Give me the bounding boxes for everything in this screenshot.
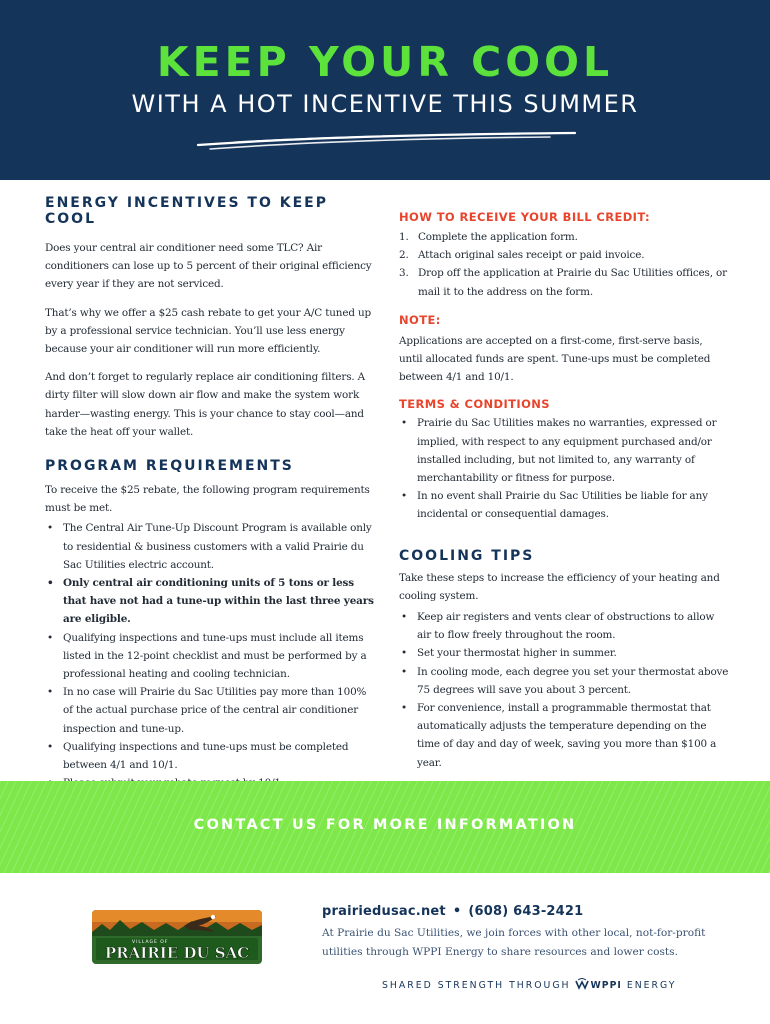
tagline-lead: SHARED STRENGTH THROUGH — [382, 980, 571, 991]
terms-item: • Prairie du Sac Utilities makes no warranties, expressed or implied, with respect to any equipment purchased and/or installed including, but not limited to, any warranty of merchantability or fitness for purpose. — [399, 414, 729, 487]
step-item: 1. Complete the application form. — [399, 231, 578, 243]
requirement-item: • Qualifying inspections and tune-ups must be completed between 4/1 and 10/1. — [45, 738, 375, 774]
headline: KEEP YOUR COOL — [156, 38, 614, 86]
step-item: 3. Drop off the application at Prairie du Sac Utilities offices, or mail it to the address on the form. — [399, 267, 727, 298]
program-intro: To receive the $25 rebate, the following program requirements must be met. — [45, 484, 370, 515]
cooling-tips-list — [399, 608, 729, 772]
tip-item: • In cooling mode, each degree you set your thermostat above 75 degrees will save you about 3 percent. — [399, 663, 729, 699]
separator: • — [452, 904, 462, 919]
program-requirements-title: PROGRAM REQUIREMENTS — [45, 458, 294, 475]
website-link[interactable]: prairiedusac.net — [322, 904, 446, 919]
terms-list — [399, 414, 729, 523]
wppi-logo-icon — [575, 978, 589, 990]
left-column — [45, 195, 375, 792]
terms-title: TERMS & CONDITIONS — [399, 397, 550, 412]
swoosh-line-icon — [190, 130, 580, 152]
right-column — [399, 210, 729, 772]
cooling-intro: Take these steps to increase the efficiency of your heating and cooling system. — [399, 571, 720, 602]
energy-paragraph: Does your central air conditioner need some TLC? Air conditioners can lose up to 5 percent of their original efficiency every year if they are not serviced. — [45, 242, 372, 291]
step-item: 2. Attach original sales receipt or paid invoice. — [399, 249, 645, 262]
logo-small-text: VILLAGE OF — [132, 940, 169, 945]
requirements-list — [45, 519, 375, 792]
energy-incentives-title: ENERGY INCENTIVES TO KEEP COOL — [45, 195, 328, 227]
subheadline: WITH A HOT INCENTIVE THIS SUMMER — [131, 90, 639, 118]
tagline-tail: ENERGY — [626, 980, 677, 991]
terms-item: • In no event shall Prairie du Sac Utilities be liable for any incidental or consequential damages. — [399, 487, 729, 523]
requirement-item: • The Central Air Tune-Up Discount Program is available only to residential & business customers with a valid Prairie du Sac Utilities electric account. — [45, 519, 375, 574]
contact-line — [322, 904, 583, 919]
note-text: Applications are accepted on a first-come, first-serve basis, until allocated funds are spent. Tune-ups must be completed between 4/1 and 10/1. — [399, 334, 711, 384]
tip-item: • Keep air registers and vents clear of obstructions to allow air to flow freely throughout the room. — [399, 608, 729, 644]
logo-name: PRAIRIE DU SAC — [104, 944, 250, 962]
prairie-du-sac-logo — [92, 910, 262, 964]
cooling-tips-title: COOLING TIPS — [399, 547, 535, 564]
tip-item: • For convenience, install a programmable thermostat that automatically adjusts the temperature depending on the time of day and day of week, saving you more than $100 a year. — [399, 699, 729, 772]
tagline — [382, 978, 676, 991]
phone-number[interactable]: (608) 643-2421 — [468, 904, 584, 919]
tagline-brand: WPPI — [590, 980, 622, 991]
header-banner — [0, 0, 770, 180]
requirement-item: • Qualifying inspections and tune-ups must include all items listed in the 12-point checklist and must be performed by a professional heating and cooling technician. — [45, 629, 375, 684]
requirement-item: • Only central air conditioning units of 5 tons or less that have not had a tune-up within the last three years are eligible. — [45, 574, 375, 629]
bill-credit-steps — [399, 228, 729, 301]
requirement-item: • In no case will Prairie du Sac Utilities pay more than 100% of the actual purchase price of the central air conditioner inspection and tune-up. — [45, 683, 375, 738]
note-title: NOTE: — [399, 312, 441, 327]
contact-title: CONTACT US FOR MORE INFORMATION — [193, 817, 577, 833]
tip-item: • Set your thermostat higher in summer. — [399, 644, 729, 662]
energy-paragraph: And don’t forget to regularly replace air conditioning filters. A dirty filter will slow down air flow and make the system work harder—wasting energy. This is your chance to stay cool—and take the heat off your wallet. — [45, 371, 366, 438]
bill-credit-title: HOW TO RECEIVE YOUR BILL CREDIT: — [399, 210, 650, 224]
energy-paragraph: That’s why we offer a $25 cash rebate to get your A/C tuned up by a professional service technician. You’ll use less energy because your air conditioner will run more efficiently. — [45, 306, 372, 356]
wppi-description: At Prairie du Sac Utilities, we join forces with other local, not-for-profit utilities through WPPI Energy to share resources and lower costs. — [322, 927, 706, 958]
